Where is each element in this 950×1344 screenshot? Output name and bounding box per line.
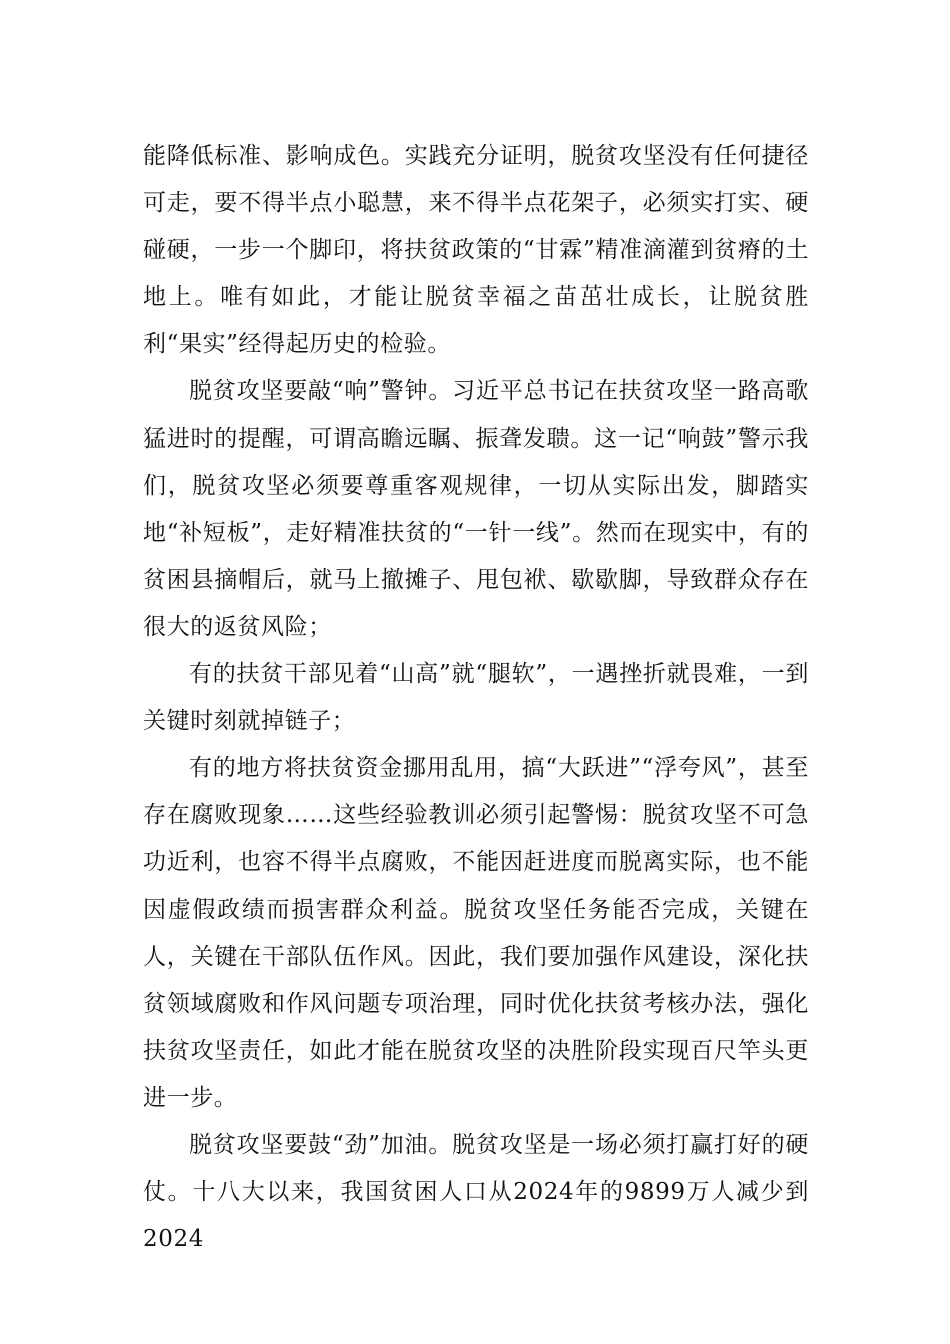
paragraph-5: 脱贫攻坚要鼓“劲”加油。脱贫攻坚是一场必须打赢打好的硬仗。十八大以来，我国贫困人口从2024年的9899万人减少到2024 (143, 1131, 809, 1253)
document-body (143, 133, 809, 1263)
paragraph-3: 有的扶贫干部见着“山高”就“腿软”，一遇挫折就畏难，一到关键时刻就掉链子； (143, 661, 809, 735)
paragraph-1: 能降低标准、影响成色。实践充分证明，脱贫攻坚没有任何捷径可走，要不得半点小聪慧，来不得半点花架子，必须实打实、硬碰硬，一步一个脚印，将扶贫政策的“甘霖”精准滴灌到贫瘠的土地上。唯有如此，才能让脱贫幸福之苗茁壮成长，让脱贫胜利“果实”经得起历史的检验。 (143, 143, 809, 358)
paragraph-2: 脱贫攻坚要敲“响”警钟。习近平总书记在扶贫攻坚一路高歌猛进时的提醒，可谓高瞻远瞩、振聋发聩。这一记“响鼓”警示我们，脱贫攻坚必须要尊重客观规律，一切从实际出发，脚踏实地“补短板”，走好精准扶贫的“一针一线”。然而在现实中，有的贫困县摘帽后，就马上撤摊子、甩包袱、歇歇脚，导致群众存在很大的返贫风险； (143, 378, 809, 640)
paragraph-4: 有的地方将扶贫资金挪用乱用，搞“大跃进”“浮夸风”，甚至存在腐败现象……这些经验教训必须引起警惕：脱贫攻坚不可急功近利，也容不得半点腐败，不能因赶进度而脱离实际，也不能因虚假政绩而损害群众利益。脱贫攻坚任务能否完成，关键在人，关键在干部队伍作风。因此，我们要加强作风建设，深化扶贫领域腐败和作风问题专项治理，同时优化扶贫考核办法，强化扶贫攻坚责任，如此才能在脱贫攻坚的决胜阶段实现百尺竿头更进一步。 (143, 755, 809, 1111)
